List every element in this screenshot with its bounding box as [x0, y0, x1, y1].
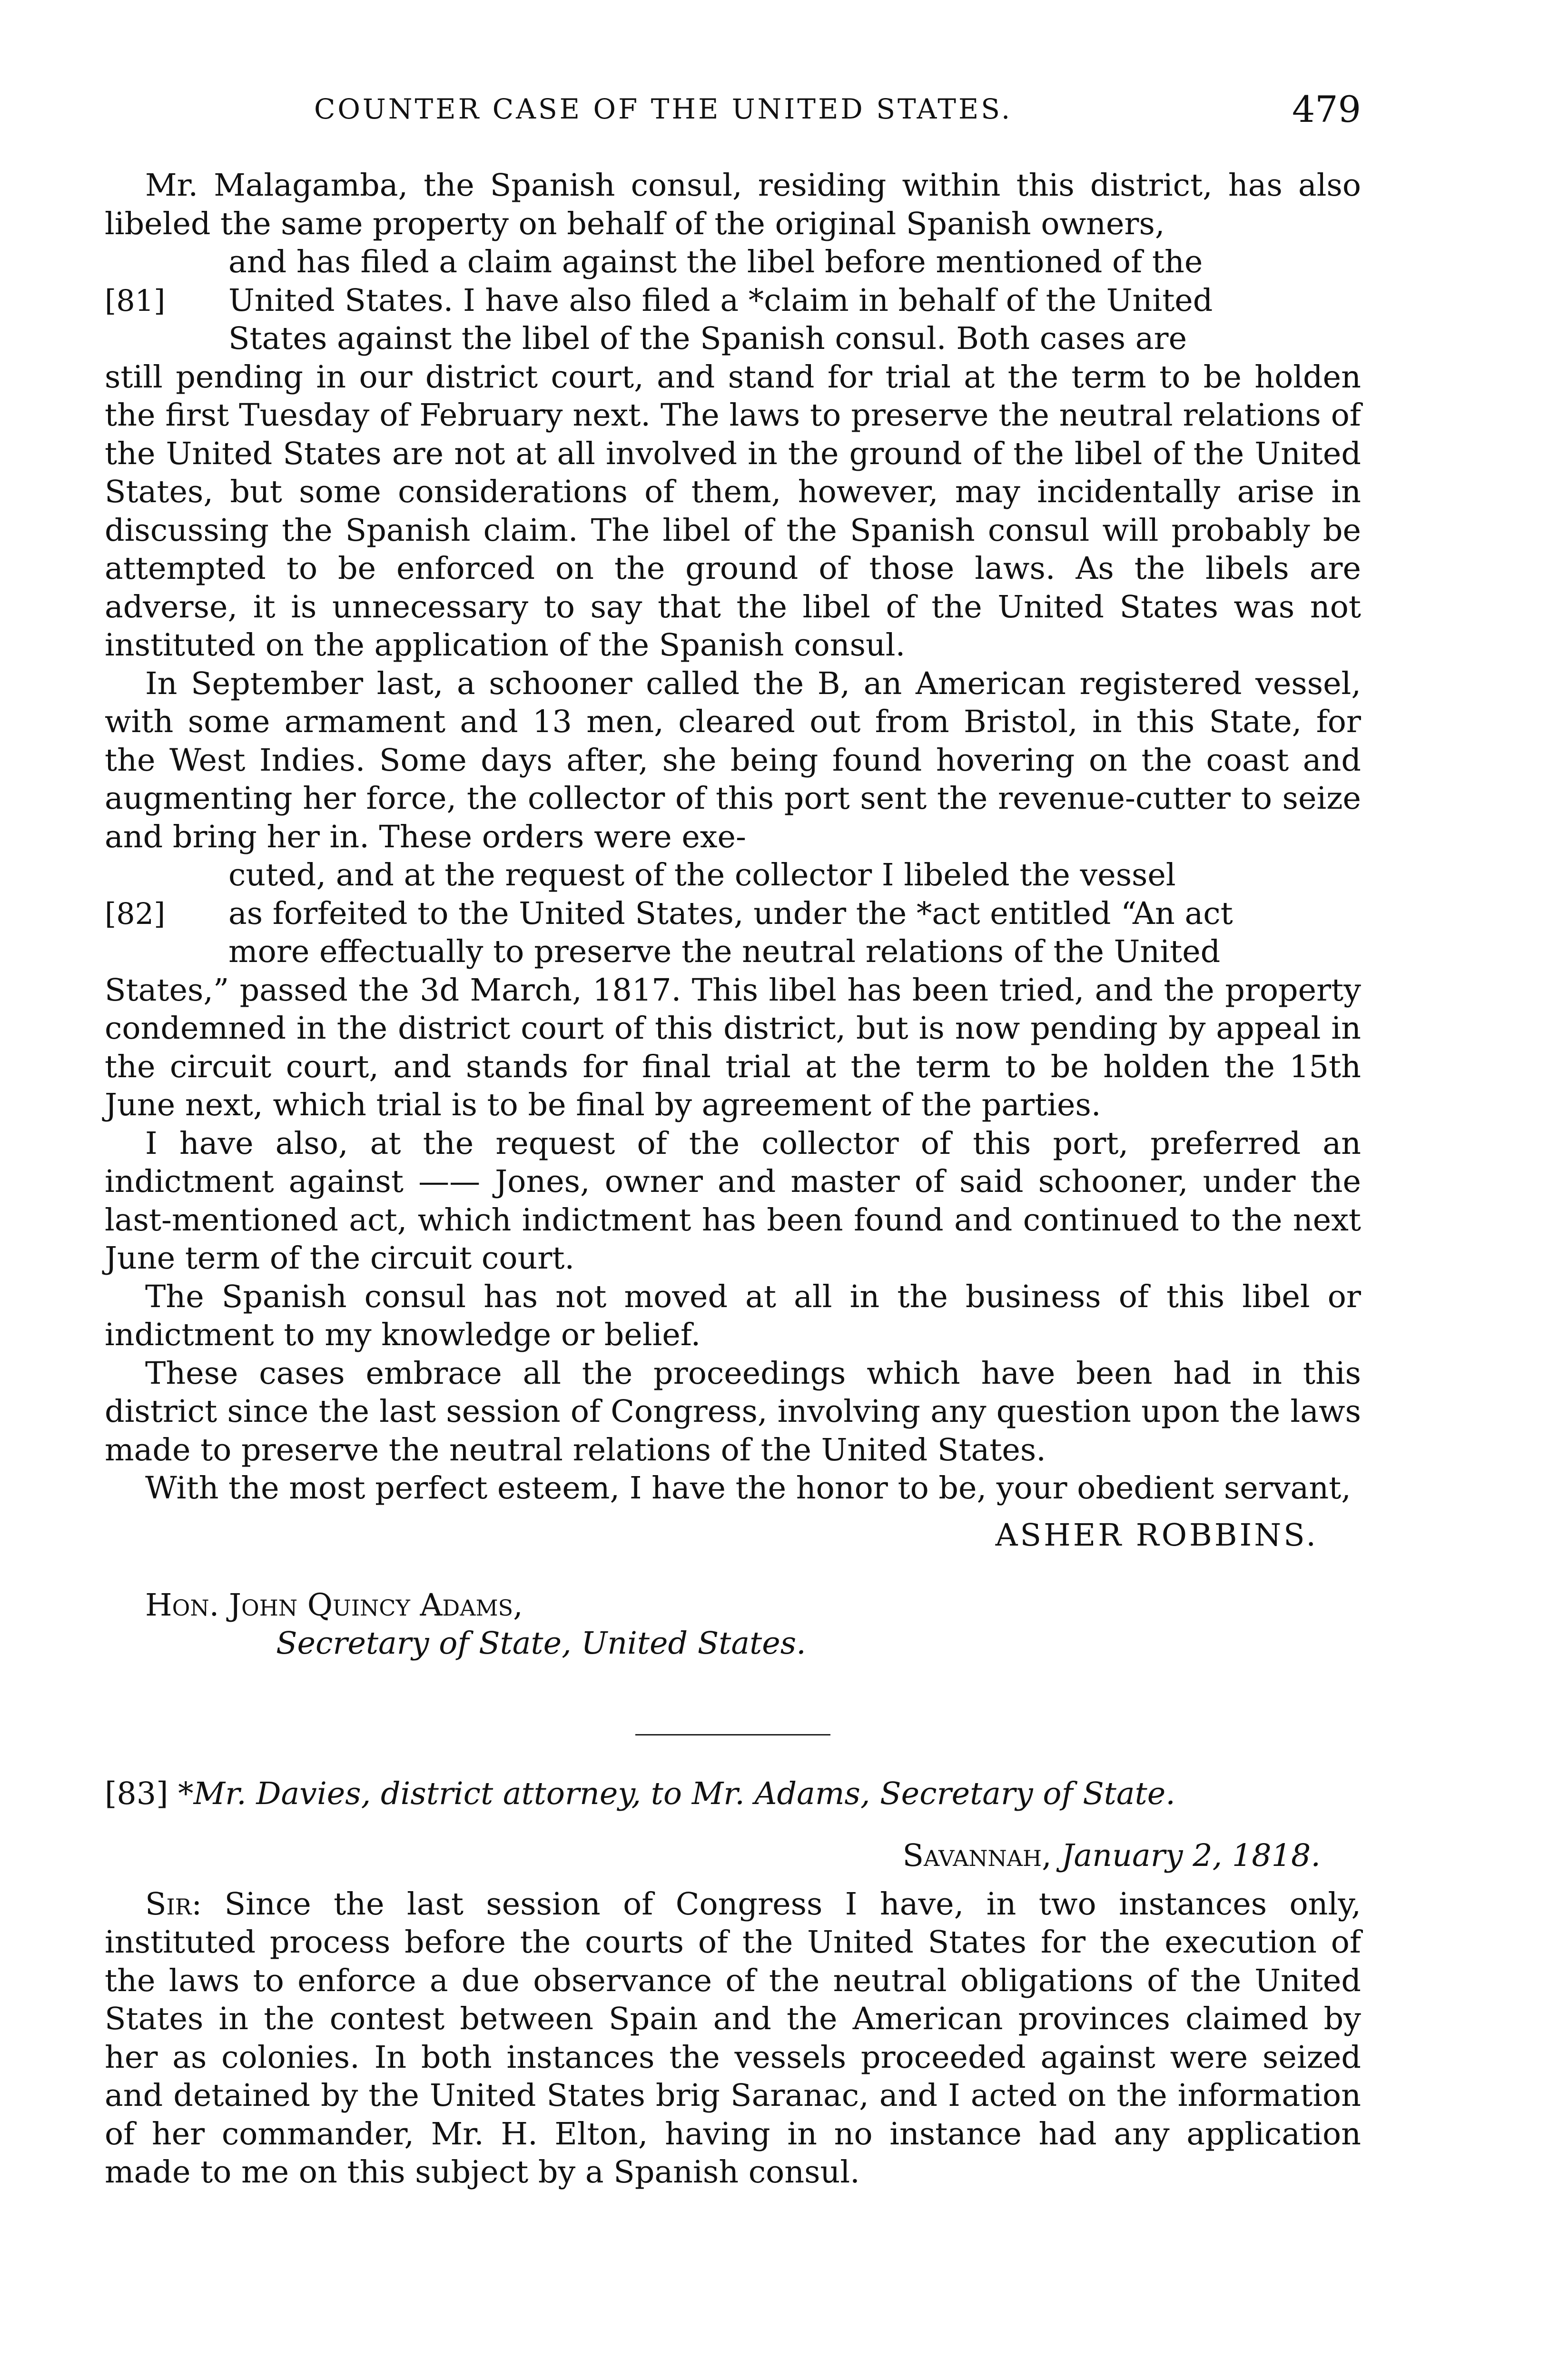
p1-line4: United States. I have also filed a *claim in behalf of the United	[228, 282, 1213, 318]
p1-line1: Mr. Malagamba, the Spanish consul, residing within this district, has	[145, 168, 1283, 203]
paragraph-schooner-rest: States,” passed the 3d March, 1817. This libel has been tried, and the property condemned in the district court of this district, but is now pending by appeal in the circuit court, and stands for final trial at the term to be holden the 15th June next, which trial is to be final by agreement of the parties.	[105, 972, 1361, 1123]
page-marker-83: [83]	[105, 1775, 168, 1812]
p1-line3: and has filed a claim against the libel before mentioned of the	[228, 244, 1203, 280]
addressee-block	[105, 1587, 1361, 1663]
paragraph-davies-letter	[105, 1885, 1361, 2192]
p2-line3: more effectually to preserve the neutral relations of the United	[228, 934, 1221, 970]
p2-line2: as forfeited to the United States, under the *act entitled “An act	[228, 895, 1233, 932]
paragraph-schooner-indented	[105, 856, 1361, 972]
page-marker-81: [81]	[105, 283, 166, 318]
salutation: Sir:	[145, 1886, 202, 1922]
paragraph-cases: These cases embrace all the proceedings which have been had in this district since the last session of Congress, involving any question upon the laws made to preserve the neutral relations of the United States.	[105, 1355, 1361, 1468]
page-number: 479	[1292, 88, 1361, 130]
paragraph-malagamba-indented	[105, 243, 1361, 358]
paragraph-malagamba-rest: still pending in our district court, and stand for trial at the term to be holden the first Tuesday of February next. The laws to preserve the neutral relations of the United States are not at all involved in the ground of the libel of the United States, but some considerations of them, however, may incidentally arise in discussing the Spanish claim. The libel of the Spanish consul will probably be attempted to be enforced on the ground of those laws. As the libels are adverse, it is unnecessary to say that the libel of the United States was not instituted on the application of the Spanish consul.	[105, 359, 1361, 663]
paragraph-malagamba	[105, 167, 1361, 243]
dateline-place: Savannah,	[902, 1837, 1052, 1874]
section-divider	[635, 1734, 830, 1735]
letter-heading-text: *Mr. Davies, district attorney, to Mr. Adams, Secretary of State.	[178, 1775, 1175, 1812]
p1-line2: also libeled the same property on behalf of the original Spanish owners,	[105, 168, 1361, 242]
running-header	[105, 88, 1361, 136]
running-title: COUNTER CASE OF THE UNITED STATES.	[314, 93, 1013, 125]
addressee-name: Hon. John Quincy Adams,	[145, 1587, 523, 1623]
p1-line4-with-marker	[105, 282, 1361, 320]
signature-asher-robbins: ASHER ROBBINS.	[995, 1517, 1318, 1553]
addressee-title: Secretary of State, United States.	[276, 1625, 806, 1661]
dateline	[105, 1838, 1361, 1874]
body-text	[105, 167, 1361, 2192]
paragraph-schooner: In September last, a schooner called the B, an American registered vessel, with some armament and 13 men, cleared out from Bristol, in this State, for the West Indies. Some days after, she being found hovering on the coast and augmenting her force, the collector of this port sent the revenue-cutter to seize and bring her in. These orders were exe-	[105, 665, 1361, 855]
p1-line5: States against the libel of the Spanish consul. Both cases are	[228, 321, 1187, 357]
page-marker-82: [82]	[105, 896, 166, 931]
p2-line2-with-marker	[105, 895, 1361, 933]
dateline-date: January 2, 1818.	[1061, 1837, 1321, 1874]
davies-letter-body: Since the last session of Congress I have, in two instances only, instituted process before the courts of the United States for the execution of the laws to enforce a due observance of the neutral obligations of the United States in the contest between Spain and the American provinces claimed by her as colonies. In both instances the vessels proceeded against were seized and detained by the United States brig Saranac, and I acted on the information of her commander, Mr. H. Elton, having in no instance had any application made to me on this subject by a Spanish consul.	[105, 1886, 1361, 2190]
paragraph-indictment: I have also, at the request of the collector of this port, preferred an indictment against —— Jones, owner and master of said schooner, under the last-mentioned act, which indictment has been found and continued to the next June term of the circuit court.	[105, 1125, 1361, 1276]
letter-heading	[105, 1776, 1361, 1812]
paragraph-spanish-consul: The Spanish consul has not moved at all in the business of this libel or indictment to my knowledge or belief.	[105, 1279, 1361, 1353]
p2-line1: cuted, and at the request of the collector I libeled the vessel	[228, 857, 1176, 893]
paragraph-closing: With the most perfect esteem, I have the honor to be, your obedient servant,	[145, 1470, 1351, 1506]
